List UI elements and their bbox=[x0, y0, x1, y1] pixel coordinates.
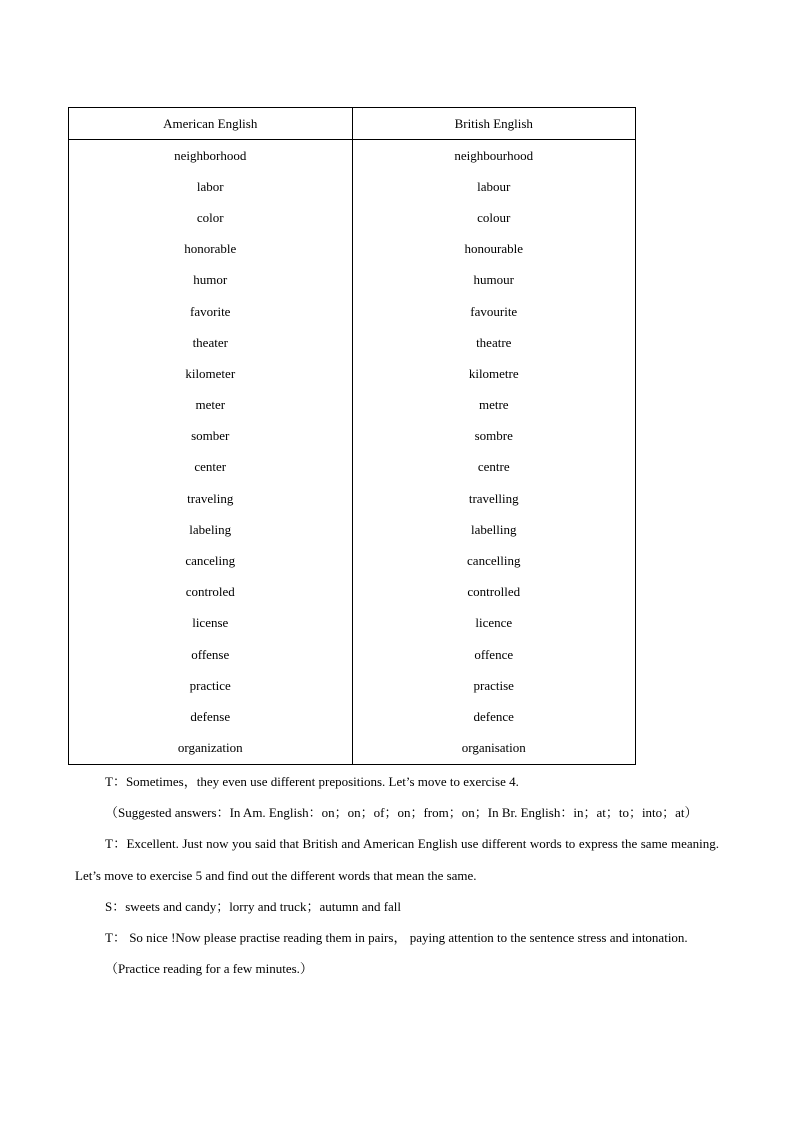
british-spelling-cell: practise bbox=[352, 670, 636, 701]
lesson-dialogue bbox=[75, 766, 719, 984]
table-row bbox=[69, 639, 636, 670]
british-spelling-cell: sombre bbox=[352, 421, 636, 452]
british-spelling-cell: cancelling bbox=[352, 545, 636, 576]
table-row bbox=[69, 358, 636, 389]
table-row bbox=[69, 608, 636, 639]
british-spelling-cell: labour bbox=[352, 171, 636, 202]
table-row bbox=[69, 202, 636, 233]
american-spelling-cell: favorite bbox=[69, 296, 353, 327]
american-spelling-cell: kilometer bbox=[69, 358, 353, 389]
american-spelling-cell: practice bbox=[69, 670, 353, 701]
american-spelling-cell: humor bbox=[69, 265, 353, 296]
american-spelling-cell: organization bbox=[69, 733, 353, 765]
american-spelling-cell: color bbox=[69, 202, 353, 233]
table-row bbox=[69, 234, 636, 265]
table-row bbox=[69, 733, 636, 765]
student-line-answers: S：sweets and candy；lorry and truck；autumn and fall bbox=[105, 898, 402, 914]
american-spelling-cell: neighborhood bbox=[69, 140, 353, 172]
teacher-line-prepositions: T：Sometimes，they even use different prepositions. Let’s move to exercise 4. bbox=[105, 774, 519, 789]
table-row bbox=[69, 545, 636, 576]
american-spelling-cell: labeling bbox=[69, 514, 353, 545]
american-spelling-cell: honorable bbox=[69, 234, 353, 265]
table-row bbox=[69, 296, 636, 327]
american-spelling-cell: labor bbox=[69, 171, 353, 202]
american-spelling-cell: defense bbox=[69, 701, 353, 732]
british-spelling-cell: favourite bbox=[352, 296, 636, 327]
british-spelling-cell: kilometre bbox=[352, 358, 636, 389]
british-spelling-cell: licence bbox=[352, 608, 636, 639]
american-spelling-cell: canceling bbox=[69, 545, 353, 576]
british-spelling-cell: humour bbox=[352, 265, 636, 296]
table-row bbox=[69, 483, 636, 514]
american-spelling-cell: somber bbox=[69, 421, 353, 452]
american-spelling-cell: license bbox=[69, 608, 353, 639]
teacher-line-practise: T： So nice !Now please practise reading them in pairs， paying attention to the sentence stress and intonation. bbox=[105, 930, 688, 946]
american-spelling-cell: controled bbox=[69, 577, 353, 608]
suggested-answers: （Suggested answers：In Am. English：on；on；of；on；from；on；In Br. English：in；at；to；into；at） bbox=[105, 805, 698, 821]
header-british-english: British English bbox=[352, 108, 636, 140]
british-spelling-cell: honourable bbox=[352, 234, 636, 265]
teacher-line-exercise-5: T：Excellent. Just now you said that British and American English use different words to express the same meaning. Let’s move to exercise 5 and find out the different words that mean the same. bbox=[75, 836, 719, 883]
table-row bbox=[69, 421, 636, 452]
british-spelling-cell: defence bbox=[352, 701, 636, 732]
table-row bbox=[69, 514, 636, 545]
british-spelling-cell: controlled bbox=[352, 577, 636, 608]
table-header-row bbox=[69, 108, 636, 140]
british-spelling-cell: travelling bbox=[352, 483, 636, 514]
british-spelling-cell: metre bbox=[352, 390, 636, 421]
american-spelling-cell: meter bbox=[69, 390, 353, 421]
header-american-english: American English bbox=[69, 108, 353, 140]
british-spelling-cell: offence bbox=[352, 639, 636, 670]
british-spelling-cell: organisation bbox=[352, 733, 636, 765]
table-row bbox=[69, 701, 636, 732]
table-row bbox=[69, 171, 636, 202]
table-body bbox=[69, 140, 636, 765]
american-spelling-cell: theater bbox=[69, 327, 353, 358]
table-row bbox=[69, 390, 636, 421]
british-spelling-cell: theatre bbox=[352, 327, 636, 358]
table-row bbox=[69, 577, 636, 608]
british-spelling-cell: neighbourhood bbox=[352, 140, 636, 172]
american-spelling-cell: center bbox=[69, 452, 353, 483]
table-row bbox=[69, 452, 636, 483]
table-row bbox=[69, 265, 636, 296]
british-spelling-cell: centre bbox=[352, 452, 636, 483]
american-spelling-cell: offense bbox=[69, 639, 353, 670]
practice-note: （Practice reading for a few minutes.） bbox=[105, 961, 313, 977]
british-spelling-cell: colour bbox=[352, 202, 636, 233]
american-spelling-cell: traveling bbox=[69, 483, 353, 514]
table-row bbox=[69, 670, 636, 701]
table-row bbox=[69, 327, 636, 358]
table-row bbox=[69, 140, 636, 172]
british-spelling-cell: labelling bbox=[352, 514, 636, 545]
spelling-comparison-table bbox=[68, 107, 636, 765]
